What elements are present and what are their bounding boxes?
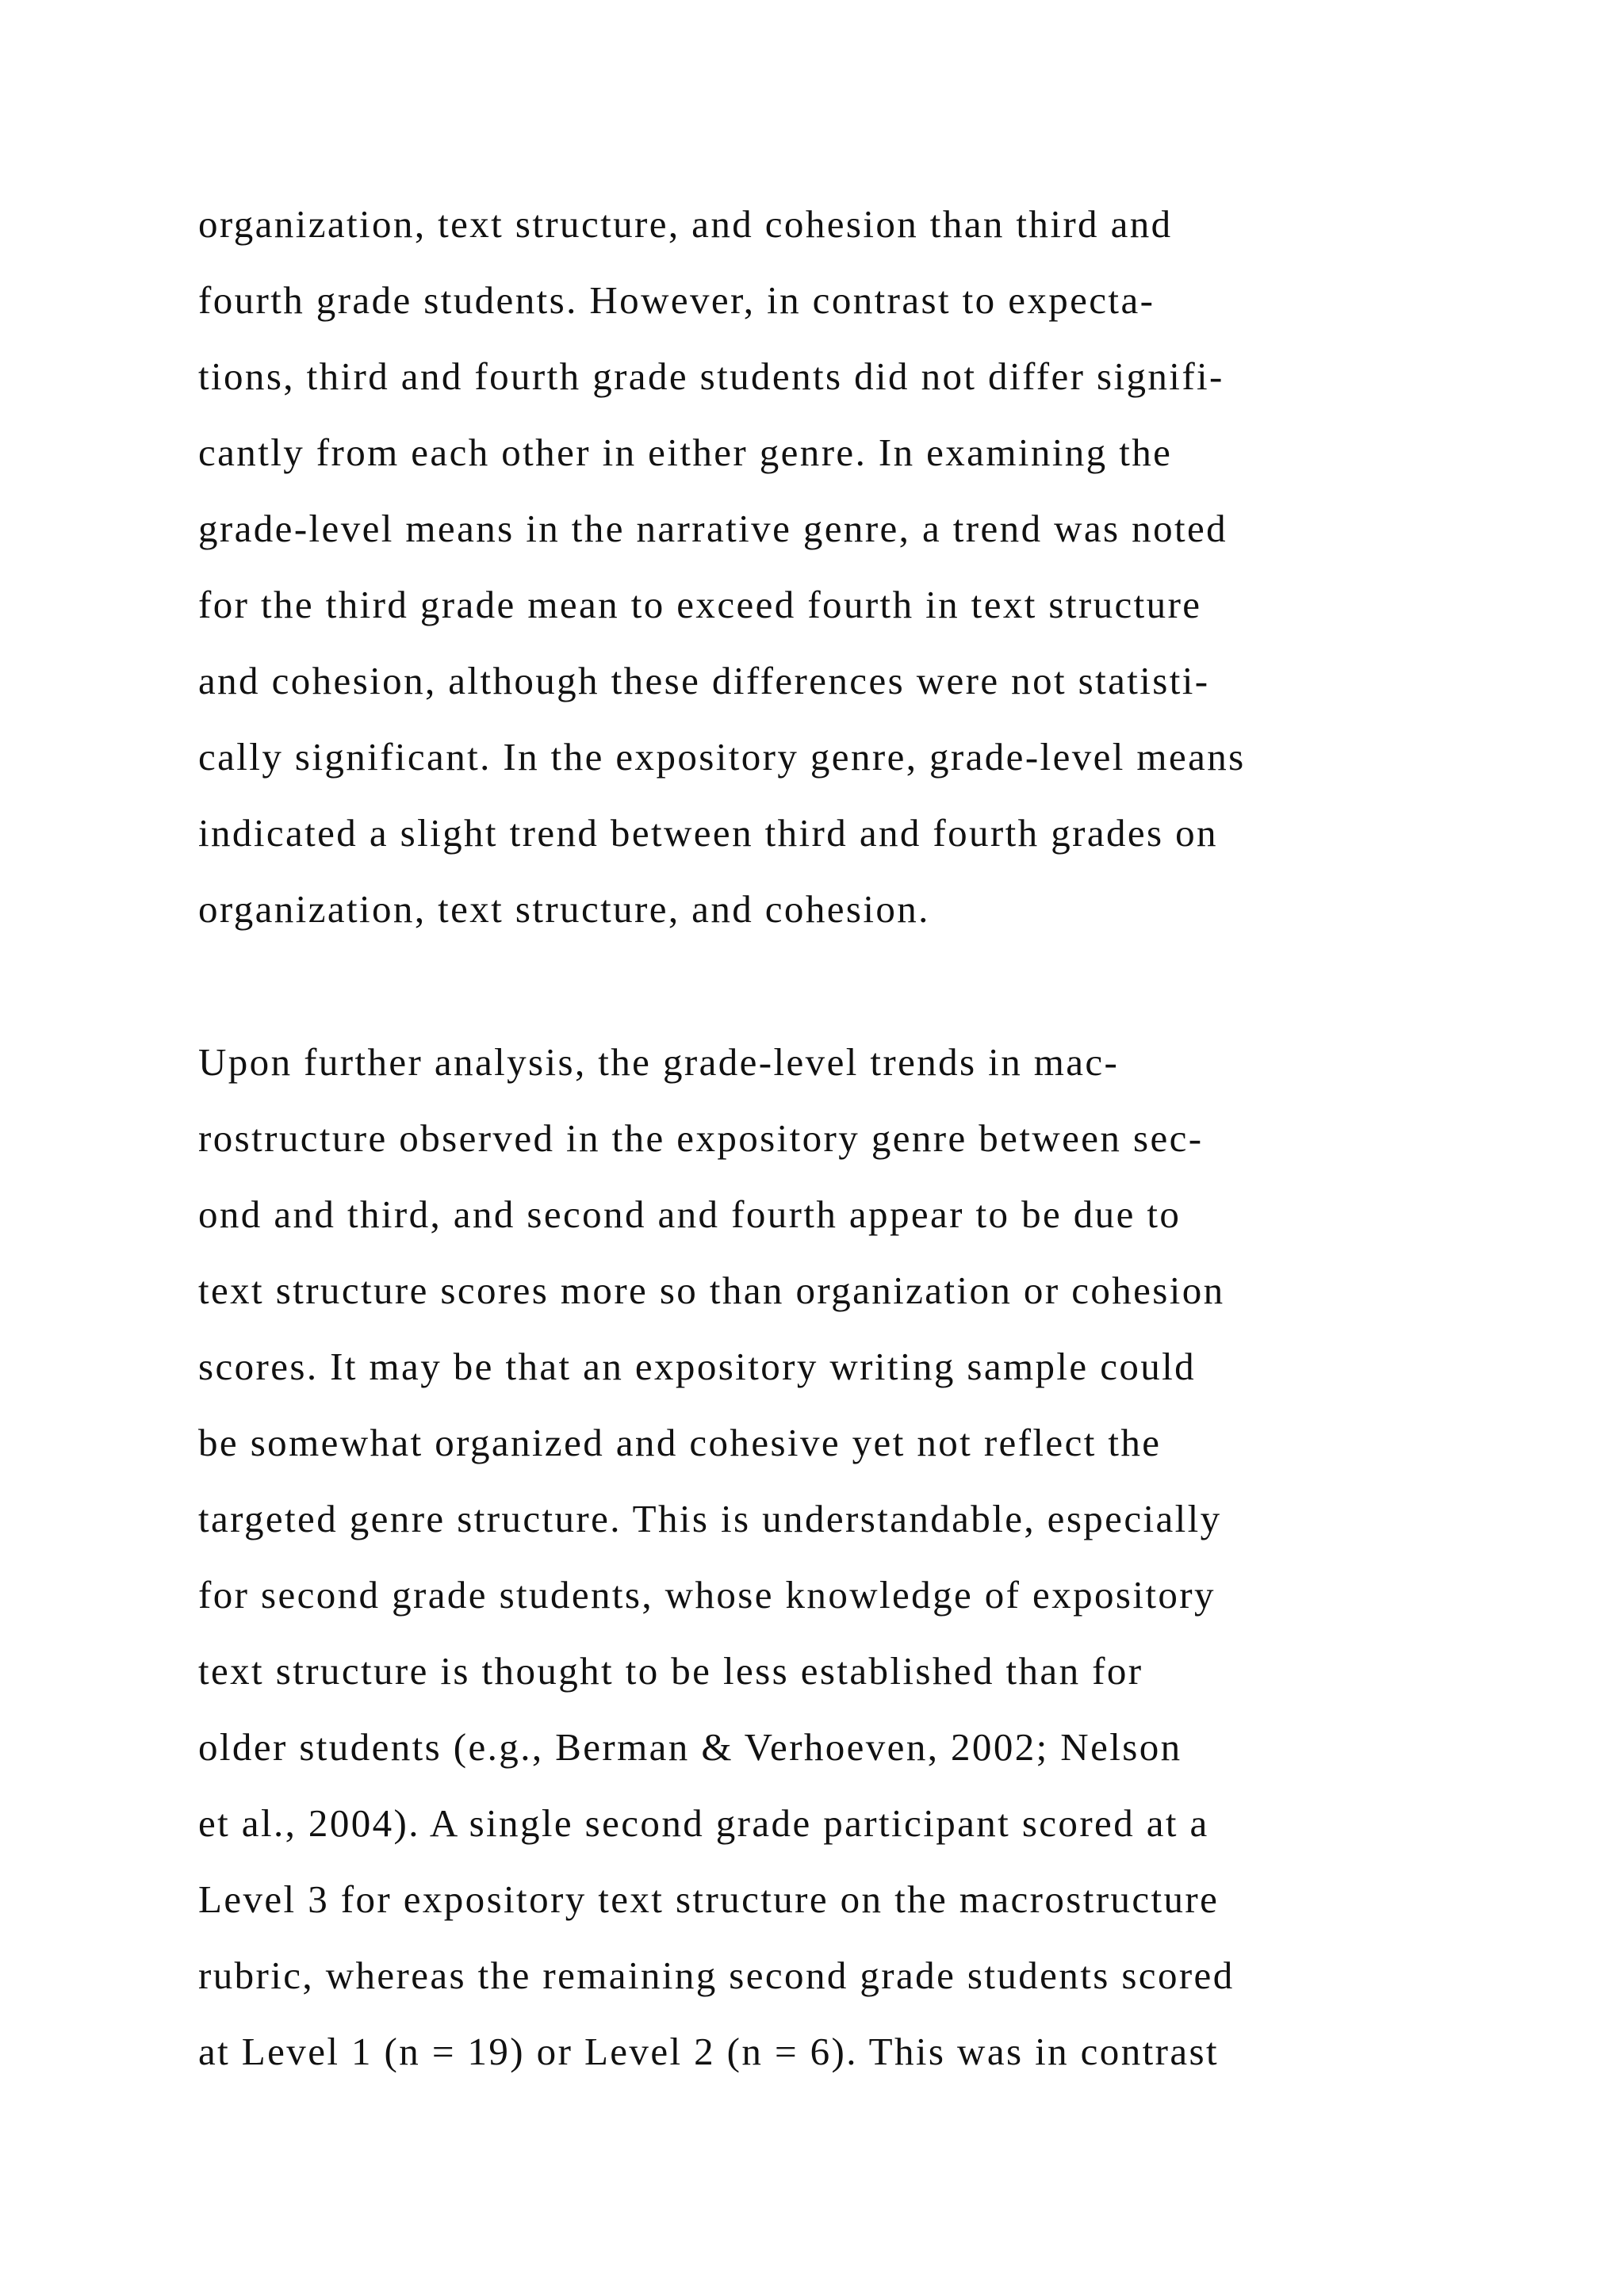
text-line: text structure scores more so than organization or cohesion — [198, 1269, 1225, 1312]
text-line: be somewhat organized and cohesive yet not reflect the — [198, 1421, 1162, 1464]
text-line: for the third grade mean to exceed fourth in text structure — [198, 583, 1202, 626]
paragraph-1 — [198, 186, 1578, 947]
text-line: Level 3 for expository text structure on the macrostructure — [198, 1877, 1220, 1921]
text-line: at Level 1 (n = 19) or Level 2 (n = 6). This was in contrast — [198, 2030, 1219, 2073]
text-line: targeted genre structure. This is understandable, especially — [198, 1497, 1222, 1540]
text-line: tions, third and fourth grade students did not differ signifi- — [198, 354, 1224, 398]
text-line: grade-level means in the narrative genre, a trend was noted — [198, 507, 1228, 550]
text-line: Upon further analysis, the grade-level trends in mac- — [198, 1040, 1120, 1084]
text-line: indicated a slight trend between third and fourth grades on — [198, 811, 1218, 855]
text-line: older students (e.g., Berman & Verhoeven, 2002; Nelson — [198, 1725, 1182, 1769]
text-line: ond and third, and second and fourth appear to be due to — [198, 1192, 1182, 1236]
text-line: cantly from each other in either genre. In examining the — [198, 430, 1173, 474]
text-line: cally significant. In the expository genre, grade-level means — [198, 735, 1246, 779]
text-line: organization, text structure, and cohesion than third and — [198, 202, 1173, 246]
paragraph-2 — [198, 1024, 1578, 2090]
text-line: et al., 2004). A single second grade participant scored at a — [198, 1801, 1209, 1845]
text-line: and cohesion, although these differences were not statisti- — [198, 659, 1210, 702]
text-line: rostructure observed in the expository genre between sec- — [198, 1116, 1204, 1160]
text-line: scores. It may be that an expository writing sample could — [198, 1345, 1197, 1388]
text-line: fourth grade students. However, in contrast to expecta- — [198, 278, 1155, 322]
text-line: organization, text structure, and cohesion. — [198, 887, 930, 931]
text-line: text structure is thought to be less established than for — [198, 1649, 1143, 1693]
text-line: for second grade students, whose knowledge of expository — [198, 1573, 1216, 1617]
text-line: rubric, whereas the remaining second grade students scored — [198, 1954, 1235, 1997]
